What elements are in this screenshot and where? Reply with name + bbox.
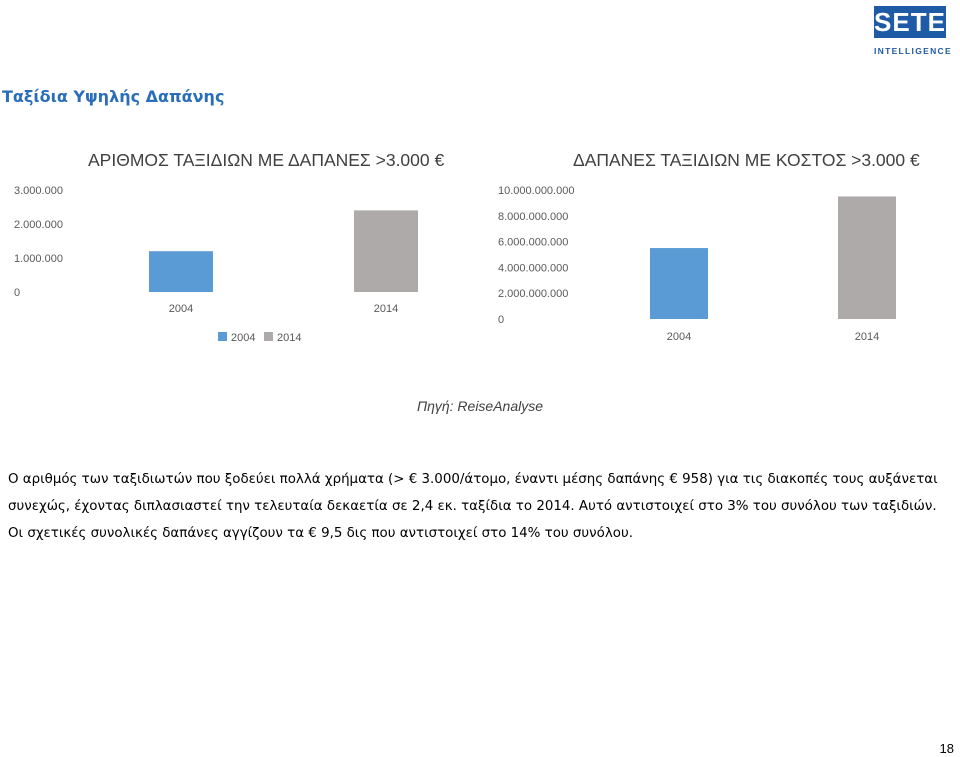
y-tick-label: 8.000.000.000	[498, 210, 569, 223]
legend-swatch	[264, 332, 273, 341]
bar-2014	[354, 210, 418, 292]
legend-label: 2014	[277, 332, 302, 344]
bar-2004	[650, 248, 708, 319]
logo-wordmark: SETE	[874, 7, 946, 37]
y-tick-label: 6.000.000.000	[498, 236, 569, 249]
y-tick-label: 0	[498, 314, 505, 326]
bar-2014	[838, 196, 896, 319]
legend-label: 2004	[231, 332, 256, 344]
source-note: Πηγή: ReiseAnalyse	[416, 398, 544, 414]
body-paragraph: Ο αριθμός των ταξιδιωτών που ξοδεύει πολλά χρήματα (> € 3.000/άτομο, έναντι μέσης δαπάνης € 958) για τις διακοπές τους αυξάνεται συνεχώς, έχοντας διπλασιαστεί την τελευταία δεκαετία σε 2,4 εκ. ταξίδια το 2014. Αυτό αντιστοιχεί στο 3% του συνόλου των ταξιδιών. Οι σχετικές συνολικές δαπάνες αγγίζουν τα € 9,5 δις που αντιστοιχεί στο 14% του συνόλου.	[8, 472, 938, 541]
y-tick-label: 10.000.000.000	[498, 185, 575, 197]
legend-swatch	[218, 332, 227, 341]
y-tick-label: 2.000.000	[14, 219, 63, 231]
sete-logo	[874, 6, 950, 56]
x-tick-label: 2004	[666, 331, 692, 343]
y-tick-label: 1.000.000	[14, 253, 63, 265]
page-title: Ταξίδια Υψηλής Δαπάνης	[2, 87, 225, 106]
chart2-title: ΔΑΠΑΝΕΣ ΤΑΞΙΔΙΩΝ ΜΕ ΚΟΣΤΟΣ >3.000 €	[573, 150, 920, 170]
chart1-title: ΑΡΙΘΜΟΣ ΤΑΞΙΔΙΩΝ ΜΕ ΔΑΠΑΝΕΣ >3.000 €	[88, 150, 445, 170]
y-tick-label: 3.000.000	[14, 185, 63, 197]
bar-2004	[149, 251, 213, 292]
x-tick-label: 2014	[373, 303, 399, 315]
logo-subtitle: INTELLIGENCE	[874, 46, 952, 56]
trips-spending-chart	[480, 170, 960, 355]
x-tick-label: 2004	[168, 303, 194, 315]
page-number: 18	[939, 741, 954, 756]
y-tick-label: 2.000.000.000	[498, 288, 569, 301]
trips-count-chart	[0, 170, 480, 355]
x-tick-label: 2014	[854, 331, 880, 343]
y-tick-label: 0	[14, 287, 21, 299]
y-tick-label: 4.000.000.000	[498, 262, 569, 275]
